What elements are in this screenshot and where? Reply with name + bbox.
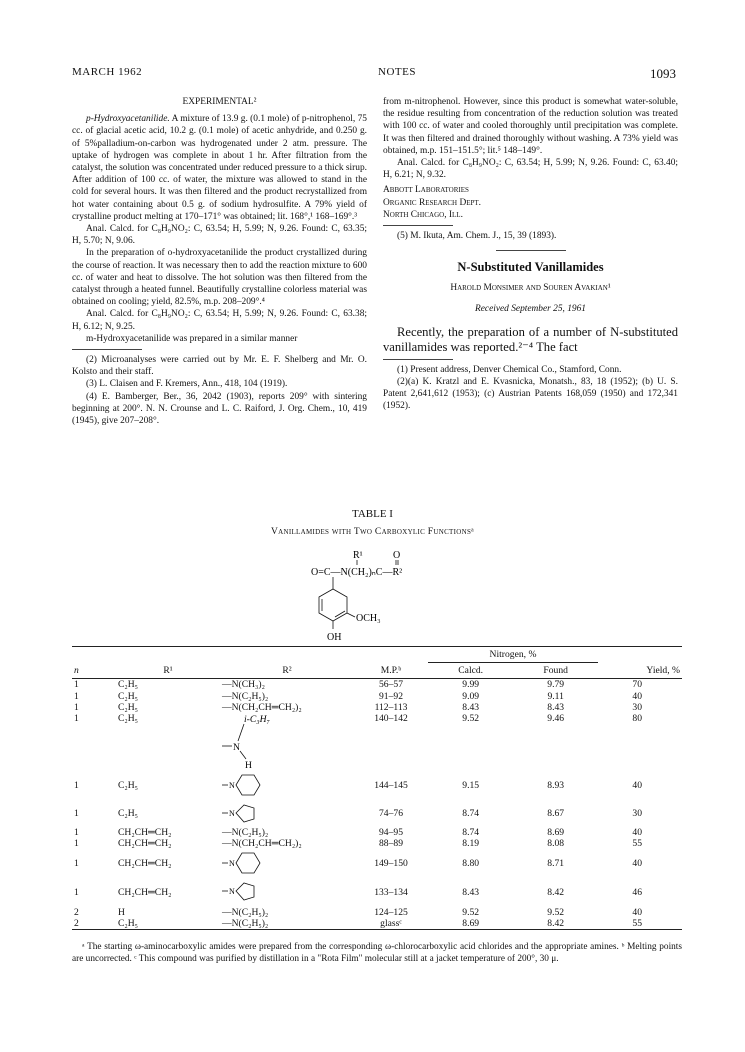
structure-r1: R¹ bbox=[353, 550, 363, 561]
header-yield: Yield, % bbox=[646, 664, 680, 676]
cell-r2: —N(C₂H₅)₂ bbox=[222, 906, 269, 918]
table-row bbox=[72, 713, 682, 771]
paragraph-o-hydroxy: In the preparation of o-hydroxyacetanilide the product crystallized during the course of reaction. It was necessary then to add the reaction mixture to 600 cc. of water and heat to dissolve. The hot solution was then filtered from the catalyst through a heated funnel. Beautifully crystalline colorless material was obtained on cooling; yield, 82.5%, m.p. 208–209°.⁴ bbox=[72, 248, 367, 308]
cell-found: 9.11 bbox=[547, 690, 564, 702]
analysis-3: Anal. Calcd. for C₈H₉NO₂: C, 63.54; H, 5.99; N, 9.26. Found: C, 63.40; H, 6.21; N, 9.32. bbox=[383, 158, 678, 181]
cell-n: 1 bbox=[74, 712, 79, 724]
cell-yield: 80 bbox=[632, 712, 642, 724]
footnote-rule bbox=[72, 349, 142, 350]
table-row bbox=[72, 838, 682, 849]
cell-yield: 55 bbox=[632, 837, 642, 849]
cell-yield: 70 bbox=[632, 679, 642, 690]
svg-text:N: N bbox=[229, 780, 235, 790]
cell-r1: C₂H₅ bbox=[118, 917, 139, 929]
svg-text:N: N bbox=[229, 808, 235, 818]
structure-chain: O=C—N(CH₂)ₙC—R² bbox=[311, 567, 403, 578]
table-row bbox=[72, 771, 682, 801]
cell-r2: —N(C₂H₅)₂ bbox=[222, 917, 269, 929]
paragraph-m-hydroxy: m-Hydroxyacetanilide was prepared in a similar manner bbox=[86, 333, 298, 344]
cell-r2-piperidino bbox=[220, 771, 354, 801]
cell-n: 1 bbox=[74, 837, 79, 849]
page-number: 1093 bbox=[650, 66, 676, 81]
cell-calcd: 9.15 bbox=[462, 780, 480, 791]
left-column bbox=[72, 96, 367, 427]
pyrrolidine-ring-icon bbox=[222, 879, 282, 903]
cell-r1: CH₂CH═CH₂ bbox=[118, 826, 172, 838]
cell-r2-piperidino bbox=[220, 849, 354, 879]
cell-calcd: 9.52 bbox=[462, 712, 480, 724]
cell-r1: CH₂CH═CH₂ bbox=[118, 858, 172, 869]
cell-r1: H bbox=[118, 906, 125, 918]
cell-mp: 74–76 bbox=[379, 808, 403, 819]
svg-text:N: N bbox=[233, 741, 240, 753]
cell-r2: —N(CH₃)₂ bbox=[222, 679, 265, 690]
cell-mp: 140–142 bbox=[374, 712, 408, 724]
footnote-4: (4) E. Bamberger, Ber., 36, 2042 (1903), reports 209° with sintering beginning at 200°. N. N. Crounse and L. C. Raiford, J. Org. Chem., 10, 419 (1945), give 207–208°. bbox=[72, 391, 367, 427]
cell-r1: C₂H₅ bbox=[118, 808, 139, 819]
cell-r1: C₂H₅ bbox=[118, 712, 139, 724]
cell-yield: 40 bbox=[632, 780, 642, 791]
cell-n: 1 bbox=[74, 887, 79, 898]
vanillamide-structure bbox=[295, 545, 465, 645]
analysis-2: Anal. Calcd. for C₈H₉NO₂: C, 63.54; H, 5.99; N, 9.26. Found: C, 63.38; H, 6.12; N, 9.25. bbox=[72, 309, 367, 332]
experimental-heading: EXPERIMENTAL² bbox=[182, 97, 257, 107]
cell-n: 1 bbox=[74, 690, 79, 702]
header-mp: M.P.ᵇ bbox=[380, 664, 402, 676]
cell-calcd: 8.69 bbox=[462, 917, 480, 929]
cell-r1: CH₂CH═CH₂ bbox=[118, 887, 172, 898]
cell-yield: 30 bbox=[632, 701, 642, 713]
cell-r2: —N(C₂H₅)₂ bbox=[222, 826, 269, 838]
cell-found: 8.69 bbox=[547, 826, 565, 838]
structure-hydroxyl: OH bbox=[327, 632, 342, 643]
footnote-3: (3) L. Claisen and F. Kremers, Ann., 418, 104 (1919). bbox=[86, 379, 288, 390]
cell-mp: glassᶜ bbox=[380, 917, 402, 929]
cell-found: 8.08 bbox=[547, 837, 565, 849]
cell-r1: C₂H₅ bbox=[118, 780, 139, 791]
table-footnotes: ᵃ The starting ω-aminocarboxylic amides were prepared from the corresponding ω-chlorocarboxylic acid chlorides and the appropriate amines. ᵇ Melting points are uncorrected. ᶜ This compound was purified by distillation in a "Rota Film" molecular still at a jacket temperature of 200°, 30 μ. bbox=[72, 942, 682, 964]
svg-text:N: N bbox=[229, 886, 235, 896]
right-column bbox=[383, 96, 678, 413]
affiliation-line-1: Abbott Laboratories bbox=[383, 185, 469, 196]
footnote-5: (5) M. Ikuta, Am. Chem. J., 15, 39 (1893). bbox=[397, 231, 557, 242]
hydrogen-label: H bbox=[245, 759, 252, 769]
cell-found: 8.43 bbox=[547, 701, 565, 713]
table-subtitle: Vanillamides with Two Carboxylic Functionsᵃ bbox=[270, 527, 475, 537]
paragraph-p-hydroxyacetanilide bbox=[72, 113, 367, 223]
cell-r1: C₂H₅ bbox=[118, 690, 139, 702]
cell-yield: 40 bbox=[632, 690, 642, 702]
isopropylamino-structure bbox=[222, 713, 332, 769]
cell-n: 1 bbox=[74, 701, 79, 713]
cell-n: 1 bbox=[74, 858, 79, 869]
cell-found: 9.79 bbox=[547, 679, 565, 690]
table-row bbox=[72, 691, 682, 702]
article-title: N-Substituted Vanillamides bbox=[457, 260, 604, 275]
cell-calcd: 8.19 bbox=[462, 837, 480, 849]
header-r2: R² bbox=[282, 664, 292, 676]
paragraph-text: A mixture of 13.9 g. (0.1 mole) of p-nitrophenol, 75 cc. of glacial acetic acid, 10.2 g. (0.1 mole) of acetic anhydride, and 0.250 g. of 5%palladium-on-carbon was hydrogenated under 2 atm. pressure. The uptake of hydrogen was complete in about 1 hr. After filtration from the catalyst, the solution was concentrated under reduced pressure to a thick sirup. After addition of 100 cc. of water, the mixture was allowed to stand in the cold for several hours. It was then filtered and the product recrystallized from hot water containing about 0.5 g. of sodium hydrosulfite. A 79% yield of crystalline product melting at 170–171° was obtained; lit. 168°,¹ 168–169°.³ bbox=[72, 114, 367, 222]
header-nitrogen: Nitrogen, % bbox=[428, 647, 598, 663]
cell-calcd: 8.43 bbox=[462, 701, 480, 713]
cell-calcd: 8.43 bbox=[462, 887, 480, 898]
paragraph-m-nitrophenol: from m-nitrophenol. However, since this product is somewhat water-soluble, the residue resulting from concentration of the reduction solution was treated with 100 cc. of water and cooled thoroughly until precipitation was complete. It was then filtered and drained thoroughly without washing. A 73% yield was obtained, m.p. 151–151.5°; lit.⁵ 148–149°. bbox=[383, 97, 678, 156]
cell-found: 8.67 bbox=[547, 808, 565, 819]
affiliation-line-3: North Chicago, Ill. bbox=[383, 209, 463, 220]
running-header-section: NOTES bbox=[378, 66, 416, 78]
cell-mp: 88–89 bbox=[379, 837, 403, 849]
cell-calcd: 8.74 bbox=[462, 826, 480, 838]
cell-mp: 124–125 bbox=[374, 906, 408, 918]
cell-found: 8.42 bbox=[547, 917, 565, 929]
structure-oxygen: O bbox=[393, 550, 401, 561]
table-row bbox=[72, 879, 682, 907]
cell-calcd: 9.09 bbox=[462, 690, 480, 702]
cell-n: 2 bbox=[74, 906, 79, 918]
article-separator bbox=[496, 250, 566, 251]
cell-yield: 40 bbox=[632, 826, 642, 838]
cell-r1: C₂H₅ bbox=[118, 701, 139, 713]
cell-yield: 40 bbox=[632, 858, 642, 869]
cell-r1: C₂H₅ bbox=[118, 679, 139, 690]
compound-name: p-Hydroxyacetanilide. bbox=[86, 114, 170, 125]
structure-svg bbox=[295, 545, 465, 645]
cell-r2: —N(CH₂CH═CH₂)₂ bbox=[222, 837, 302, 849]
cell-mp: 91–92 bbox=[379, 690, 403, 702]
cell-r1: CH₂CH═CH₂ bbox=[118, 837, 172, 849]
footnote-rule bbox=[383, 225, 453, 226]
cell-r2: —N(C₂H₅)₂ bbox=[222, 690, 269, 702]
table-row bbox=[72, 801, 682, 827]
cell-found: 8.71 bbox=[547, 858, 565, 869]
intro-paragraph: Recently, the preparation of a number of N-substituted vanillamides was reported.²⁻⁴ The fact bbox=[383, 324, 678, 354]
cell-yield: 30 bbox=[632, 808, 642, 819]
cell-mp: 149–150 bbox=[374, 858, 408, 869]
cell-calcd: 8.74 bbox=[462, 808, 480, 819]
table-title: TABLE I bbox=[352, 508, 393, 520]
table-row bbox=[72, 907, 682, 918]
piperidine-ring-icon bbox=[222, 849, 282, 877]
cell-n: 1 bbox=[74, 826, 79, 838]
header-n: n bbox=[74, 664, 79, 676]
isopropyl-label: i-C₃H₇ bbox=[244, 713, 270, 725]
cell-n: 1 bbox=[74, 780, 79, 791]
cell-found: 8.93 bbox=[547, 780, 565, 791]
cell-calcd: 8.80 bbox=[462, 858, 480, 869]
cell-mp: 56–57 bbox=[379, 679, 403, 690]
running-header-date: MARCH 1962 bbox=[72, 66, 143, 78]
cell-mp: 112–113 bbox=[374, 701, 408, 713]
cell-r2-pyrrolidino bbox=[220, 879, 354, 907]
cell-mp: 94–95 bbox=[379, 826, 403, 838]
cell-calcd: 9.99 bbox=[462, 679, 480, 690]
cell-n: 1 bbox=[74, 808, 79, 819]
header-calcd: Calcd. bbox=[458, 665, 484, 676]
authors: Harold Monsimer and Souren Avakian¹ bbox=[450, 283, 611, 294]
cell-n: 1 bbox=[74, 679, 79, 690]
cell-found: 8.42 bbox=[547, 887, 565, 898]
header-found: Found bbox=[543, 665, 568, 676]
vanillamide-table bbox=[72, 646, 682, 930]
received-date: Received September 25, 1961 bbox=[475, 303, 586, 314]
cell-mp: 133–134 bbox=[374, 887, 408, 898]
cell-yield: 55 bbox=[632, 917, 642, 929]
cell-r2: —N(CH₂CH═CH₂)₂ bbox=[222, 701, 302, 713]
affiliation-line-2: Organic Research Dept. bbox=[383, 197, 481, 208]
cell-found: 9.46 bbox=[547, 712, 565, 724]
table-row bbox=[72, 918, 682, 930]
table-row bbox=[72, 702, 682, 713]
piperidine-ring-icon bbox=[222, 771, 282, 799]
table-row bbox=[72, 679, 682, 691]
analysis-1: Anal. Calcd. for C₈H₉NO₂: C, 63.54; H, 5.99; N, 9.26. Found: C, 63.35; H, 5.70; N, 9.06. bbox=[72, 224, 367, 247]
cell-r2-pyrrolidino bbox=[220, 801, 354, 827]
cell-calcd: 9.52 bbox=[462, 906, 480, 918]
footnote-2b: (2)(a) K. Kratzl and E. Kvasnicka, Monatsh., 83, 18 (1952); (b) U. S. Patent 2,641,612 (1953); (c) Austrian Patents 168,059 (1950) and 172,341 (1952). bbox=[383, 377, 678, 412]
svg-text:N: N bbox=[229, 858, 235, 868]
footnote-rule bbox=[383, 359, 453, 360]
table-row bbox=[72, 827, 682, 838]
cell-r2-isopropylamino bbox=[220, 713, 354, 771]
cell-found: 9.52 bbox=[547, 906, 565, 918]
footnote-1: (1) Present address, Denver Chemical Co., Stamford, Conn. bbox=[397, 364, 622, 375]
structure-methoxy: OCH₃ bbox=[356, 613, 381, 624]
table-row bbox=[72, 849, 682, 879]
cell-yield: 46 bbox=[632, 887, 642, 898]
footnote-2: (2) Microanalyses were carried out by Mr. E. F. Shelberg and Mr. O. Kolsto and their staff. bbox=[72, 355, 367, 378]
cell-mp: 144–145 bbox=[374, 780, 408, 791]
cell-n: 2 bbox=[74, 917, 79, 929]
cell-yield: 40 bbox=[632, 906, 642, 918]
pyrrolidine-ring-icon bbox=[222, 801, 282, 825]
header-r1: R¹ bbox=[163, 664, 173, 676]
